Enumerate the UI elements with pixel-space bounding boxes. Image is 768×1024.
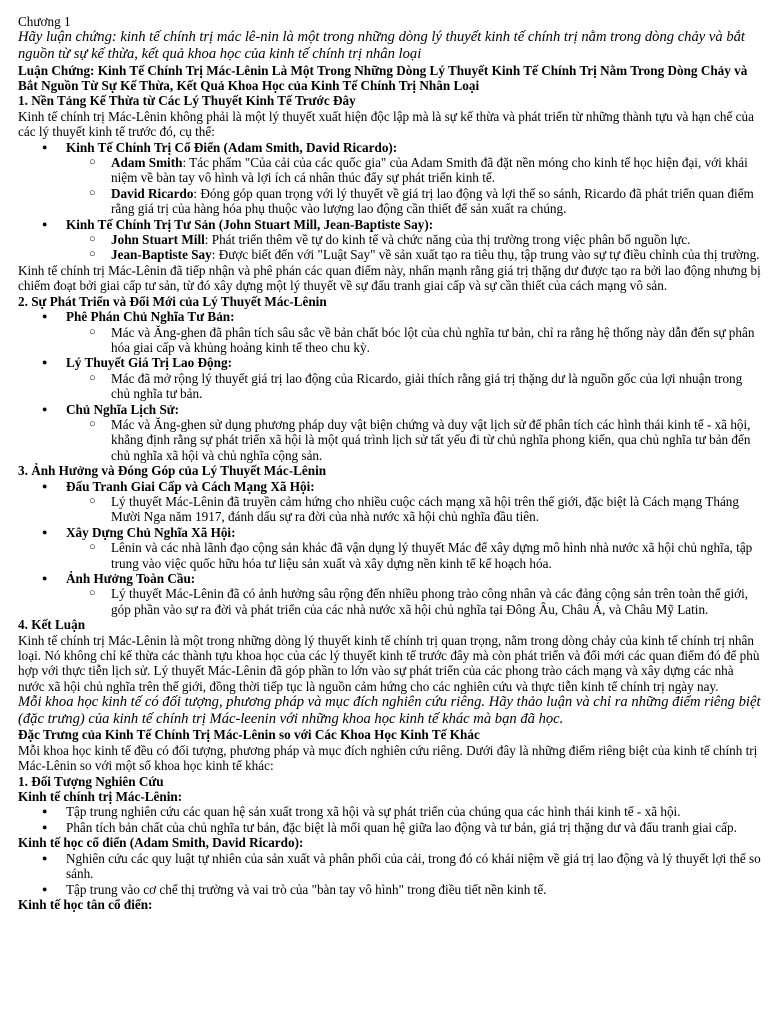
list-item: ○ Mác và Ăng-ghen sử dụng phương pháp duy vật biện chứng và duy vật lịch sử để phân tích các hình thái kinh tế - xã hội, khẳng định rằng sự phát triển xã hội là một quá trình lịch sử tất yếu đi từ chủ nghĩa phong kiến, qua chủ nghĩa tư bản đến chủ nghĩa xã hội và chủ nghĩa cộng sản. [18,417,762,463]
question-2: Mỗi khoa học kinh tế có đối tượng, phương pháp và mục đích nghiên cứu riêng. Hãy thảo luận và chỉ ra những điểm riêng biệt (đặc trưng) của kinh tế chính trị Mác-leenin với những khoa học kinh tế khác mà bạn đã học. [18,694,761,727]
section-2-list [18,309,762,463]
list-item: ● Đấu Tranh Giai Cấp và Cách Mạng Xã Hội: [18,479,762,494]
person-desc: : Tác phẩm "Của cải của các quốc gia" của Adam Smith đã đặt nền móng cho kinh tế học hiện đại, với khái niệm về bàn tay vô hình và lợi ích cá nhân thúc đẩy sự phát triển kinh tế. [111,155,748,186]
block-title: Kinh tế học tân cổ điển: [18,896,153,912]
person-desc: : Phát triển thêm về tự do kinh tế và chức năng của thị trường trong việc phân bổ nguồn lực. [204,232,691,248]
question-1: Hãy luận chứng: kinh tế chính trị mác lê-nin là một trong những dòng lý thuyết kinh tế chính trị nằm trong dòng chảy và bắt nguồn từ sự kế thừa, kết quả khoa học của kinh tế chính trị nhân loại [18,29,745,62]
list-item: ● Ảnh Hưởng Toàn Cầu: [18,571,762,586]
section-2-heading: 2. Sự Phát Triển và Đổi Mới của Lý Thuyết Mác-Lênin [18,293,327,309]
list-item: ○ Lý thuyết Mác-Lênin đã có ảnh hưởng sâu rộng đến nhiều phong trào công nhân và các đảng cộng sản trên toàn thế giới, góp phần vào sự ra đời và phát triển của các nhà nước xã hội chủ nghĩa tại Đông Âu, Châu Á, và Châu Mỹ Latin. [18,586,762,617]
section-4-text: Kinh tế chính trị Mác-Lênin là một trong những dòng lý thuyết kinh tế chính trị quan trọng, nằm trong dòng chảy của kinh tế chính trị nhân loại. Nó không chỉ kế thừa các thành tựu khoa học của các lý thuyết kinh tế trước đây mà còn phát triển và đổi mới các quan điểm đó để phù hợp với thực tiễn lịch sử. Lý thuyết Mác-Lênin đã góp phần to lớn vào sự phát triển của các phong trào cách mạng và xây dựng các nhà nước xã hội chủ nghĩa trên thế giới, đồng thời tiếp tục là nguồn cảm hứng cho các nghiên cứu và thực tiễn kinh tế chính trị ngày nay. [18,632,760,694]
person-name: John Stuart Mill [111,232,205,248]
section-3-list [18,479,762,618]
list-item [18,232,762,247]
list-item: ● Phê Phán Chủ Nghĩa Tư Bản: [18,309,762,324]
list-item: ● Nghiên cứu các quy luật tự nhiên của sản xuất và phân phối của cải, trong đó có khái niệm về giá trị lao động và lý thuyết lợi thế so sánh. [18,851,762,882]
block-title: Kinh tế học cổ điển (Adam Smith, David Ricardo): [18,835,304,851]
list-item [18,247,762,262]
chapter-label: Chương 1 [18,14,71,29]
block-list [18,804,762,835]
person-name: David Ricardo [111,185,194,201]
title-1: Luận Chứng: Kinh Tế Chính Trị Mác-Lênin Là Một Trong Những Dòng Lý Thuyết Kinh Tế Chính Trị Nằm Trong Dòng Chảy và Bắt Nguồn Từ Sự Kế Thừa, Kết Quả Khoa Học của Kinh Tế Chính Trị Nhân Loại [18,62,748,93]
list-item: ● Kinh Tế Chính Trị Tư Sản (John Stuart Mill, Jean-Baptiste Say): [18,217,762,232]
section-4-heading: 4. Kết Luận [18,617,86,633]
section-3-heading: 3. Ảnh Hưởng và Đóng Góp của Lý Thuyết Mác-Lênin [18,463,327,479]
block-title: Kinh tế chính trị Mác-Lênin: [18,789,183,805]
intro-2: Mỗi khoa học kinh tế đều có đối tượng, phương pháp và mục đích nghiên cứu riêng. Dưới đây là những điểm riêng biệt của kinh tế chính trị Mác-Lênin so với một số khoa học kinh tế khác: [18,742,758,774]
section-5-heading: 1. Đối Tượng Nghiên Cứu [18,773,164,789]
list-item [18,155,762,186]
list-item: ● Xây Dựng Chủ Nghĩa Xã Hội: [18,525,762,540]
section-1-heading: 1. Nền Tảng Kế Thừa từ Các Lý Thuyết Kinh Tế Trước Đây [18,93,356,109]
list-item: ● Phân tích bản chất của chủ nghĩa tư bản, đặc biệt là mối quan hệ giữa lao động và tư bản, giá trị thặng dư và đấu tranh giai cấp. [18,820,762,835]
person-desc: : Được biết đến với "Luật Say" về sản xuất tạo ra tiêu thụ, tập trung vào sự tự điều chỉnh của thị trường. [211,247,760,263]
list-item: ○ Mác và Ăng-ghen đã phân tích sâu sắc về bản chất bóc lột của chủ nghĩa tư bản, chỉ ra rằng hệ thống này dẫn đến sự phân hóa giai cấp và khủng hoảng kinh tế theo chu kỳ. [18,325,762,356]
person-desc: : Đóng góp quan trọng với lý thuyết về giá trị lao động và lợi thế so sánh, Ricardo đã phát triển quan điểm rằng giá trị của hàng hóa phụ thuộc vào lượng lao động cần thiết để sản xuất ra chúng. [111,185,754,217]
title-2: Đặc Trưng của Kinh Tế Chính Trị Mác-Lênin so với Các Khoa Học Kinh Tế Khác [18,727,480,743]
section-1-list [18,140,762,263]
list-item: ● Tập trung vào cơ chế thị trường và vai trò của "bàn tay vô hình" trong điều tiết nền kinh tế. [18,882,762,897]
list-item: ● Chủ Nghĩa Lịch Sử: [18,402,762,417]
person-name: Adam Smith [111,155,183,171]
list-item: ○ Lý thuyết Mác-Lênin đã truyền cảm hứng cho nhiều cuộc cách mạng xã hội trên thế giới, đặc biệt là Cách mạng Tháng Mười Nga năm 1917, đánh dấu sự ra đời của nhà nước xã hội chủ nghĩa đầu tiên. [18,494,762,525]
list-item: ● Kinh Tế Chính Trị Cổ Điển (Adam Smith, David Ricardo): [18,140,762,155]
list-item: ● Lý Thuyết Giá Trị Lao Động: [18,355,762,370]
list-item: ○ Lênin và các nhà lãnh đạo cộng sản khác đã vận dụng lý thuyết Mác để xây dựng mô hình nhà nước xã hội chủ nghĩa, tập trung vào việc quốc hữu hóa tư liệu sản xuất và xây dựng nền kinh tế kế hoạch hóa. [18,540,762,571]
section-1-intro: Kinh tế chính trị Mác-Lênin không phải là một lý thuyết xuất hiện độc lập mà là sự kế thừa và phát triển từ những thành tựu và hạn chế của các lý thuyết kinh tế trước đó, cụ thể: [18,108,754,140]
list-item: ○ Mác đã mở rộng lý thuyết giá trị lao động của Ricardo, giải thích rằng giá trị thặng dư là nguồn gốc của lợi nhuận trong chủ nghĩa tư bản. [18,371,762,402]
person-name: Jean-Baptiste Say [111,247,212,263]
block-list [18,851,762,897]
section-1-outro: Kinh tế chính trị Mác-Lênin đã tiếp nhận và phê phán các quan điểm này, nhấn mạnh rằng giá trị thặng dư được tạo ra bởi lao động nhưng bị chiếm đoạt bởi giai cấp tư sản, từ đó xây dựng một lý thuyết về sự đấu tranh giai cấp và sự cần thiết của cách mạng vô sản. [18,262,761,294]
list-item: ● Tập trung nghiên cứu các quan hệ sản xuất trong xã hội và sự phát triển của chúng qua các hình thái kinh tế - xã hội. [18,804,762,819]
list-item [18,186,762,217]
